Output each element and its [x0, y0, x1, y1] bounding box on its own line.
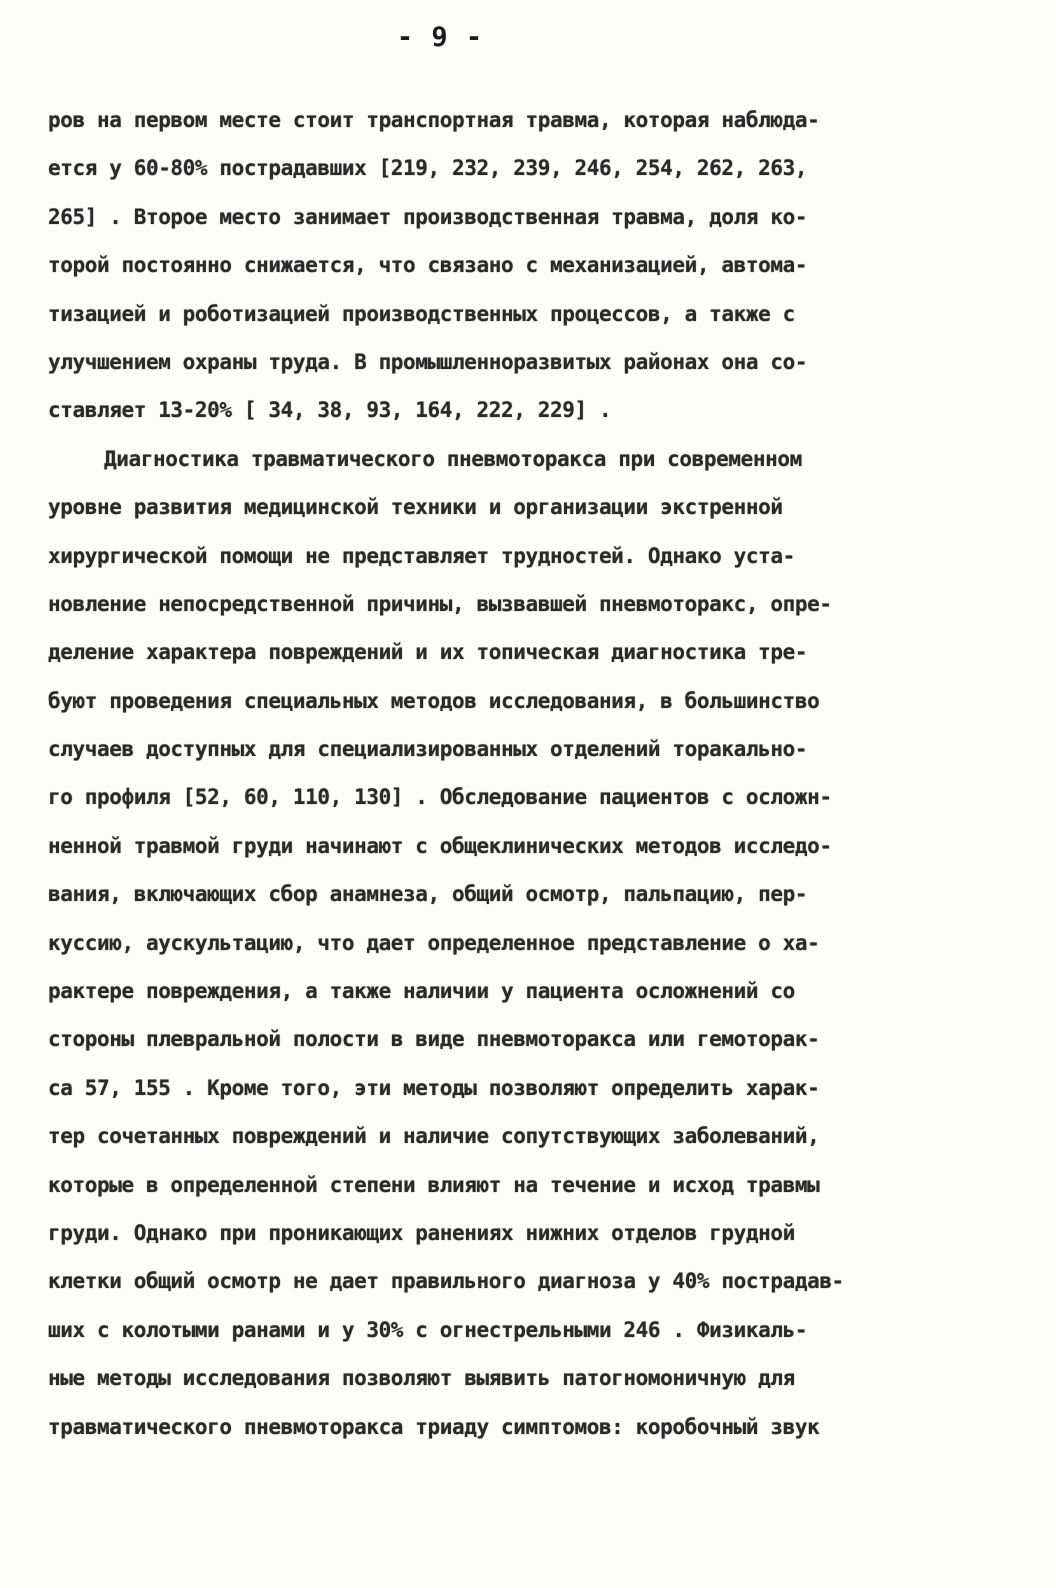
- body-text: [48, 96, 998, 1451]
- text-line: тер сочетанных повреждений и наличие сопутствующих заболеваний,: [48, 1124, 820, 1149]
- text-line: ров на первом месте стоит транспортная травма, которая наблюда-: [48, 108, 820, 132]
- text-line: деление характера повреждений и их топическая диагностика тре-: [48, 640, 808, 665]
- text-line: вания, включающих сбор анамнеза, общий осмотр, пальпацию, пер-: [48, 882, 808, 907]
- text-line: торой постоянно снижается, что связано с механизацией, автома-: [48, 253, 808, 278]
- text-line: са 57, 155 . Кроме того, эти методы позволяют определить харак-: [48, 1075, 820, 1100]
- text-line: ненной травмой груди начинают с общеклинических методов исследо-: [48, 833, 832, 858]
- text-line: го профиля [52, 60, 110, 130] . Обследование пациентов с осложн-: [48, 785, 832, 810]
- text-line: 265] . Второе место занимает производственная травма, доля ко-: [48, 204, 808, 229]
- text-line: ные методы исследования позволяют выявить патогномоничную для: [48, 1366, 795, 1391]
- text-line: куссию, аускультацию, что дает определенное представление о ха-: [48, 930, 820, 955]
- text-line: клетки общий осмотр не дает правильного диагноза у 40% пострадав-: [48, 1269, 844, 1294]
- text-line: буют проведения специальных методов исследования, в большинство: [48, 688, 820, 713]
- text-line: груди. Однако при проникающих ранениях нижних отделов грудной: [48, 1220, 795, 1245]
- text-line: уровне развития медицинской техники и организации экстренной: [48, 495, 783, 520]
- text-line: Диагностика травматического пневмоторакса при современном: [104, 446, 802, 471]
- text-line: улучшением охраны труда. В промышленноразвитых районах она со-: [48, 349, 808, 374]
- text-line: ших с колотыми ранами и у 30% с огнестрельными 246 . Физикаль-: [48, 1317, 808, 1342]
- text-line: хирургической помощи не представляет трудностей. Однако уста-: [48, 543, 795, 568]
- text-line: тизацией и роботизацией производственных процессов, а также с: [48, 301, 795, 326]
- text-line: травматического пневмоторакса триаду симптомов: коробочный звук: [48, 1414, 820, 1439]
- paragraph-2: [48, 435, 998, 1451]
- text-line: случаев доступных для специализированных отделений торакально-: [48, 737, 808, 762]
- text-line: стороны плевральной полости в виде пневмоторакса или гемоторак-: [48, 1027, 820, 1052]
- page-number: - 9 -: [396, 22, 484, 53]
- text-line: новление непосредственной причины, вызвавшей пневмоторакс, опре-: [48, 591, 832, 616]
- text-line: которые в определенной степени влияют на течение и исход травмы: [48, 1172, 820, 1197]
- text-line: ется у 60-80% пострадавших [219, 232, 239, 246, 254, 262, 263,: [48, 156, 808, 181]
- paragraph-1: [48, 96, 998, 435]
- text-line: ставляет 13-20% [ 34, 38, 93, 164, 222, 229] .: [48, 398, 612, 423]
- text-line: рактере повреждения, а также наличии у пациента осложнений со: [48, 979, 795, 1004]
